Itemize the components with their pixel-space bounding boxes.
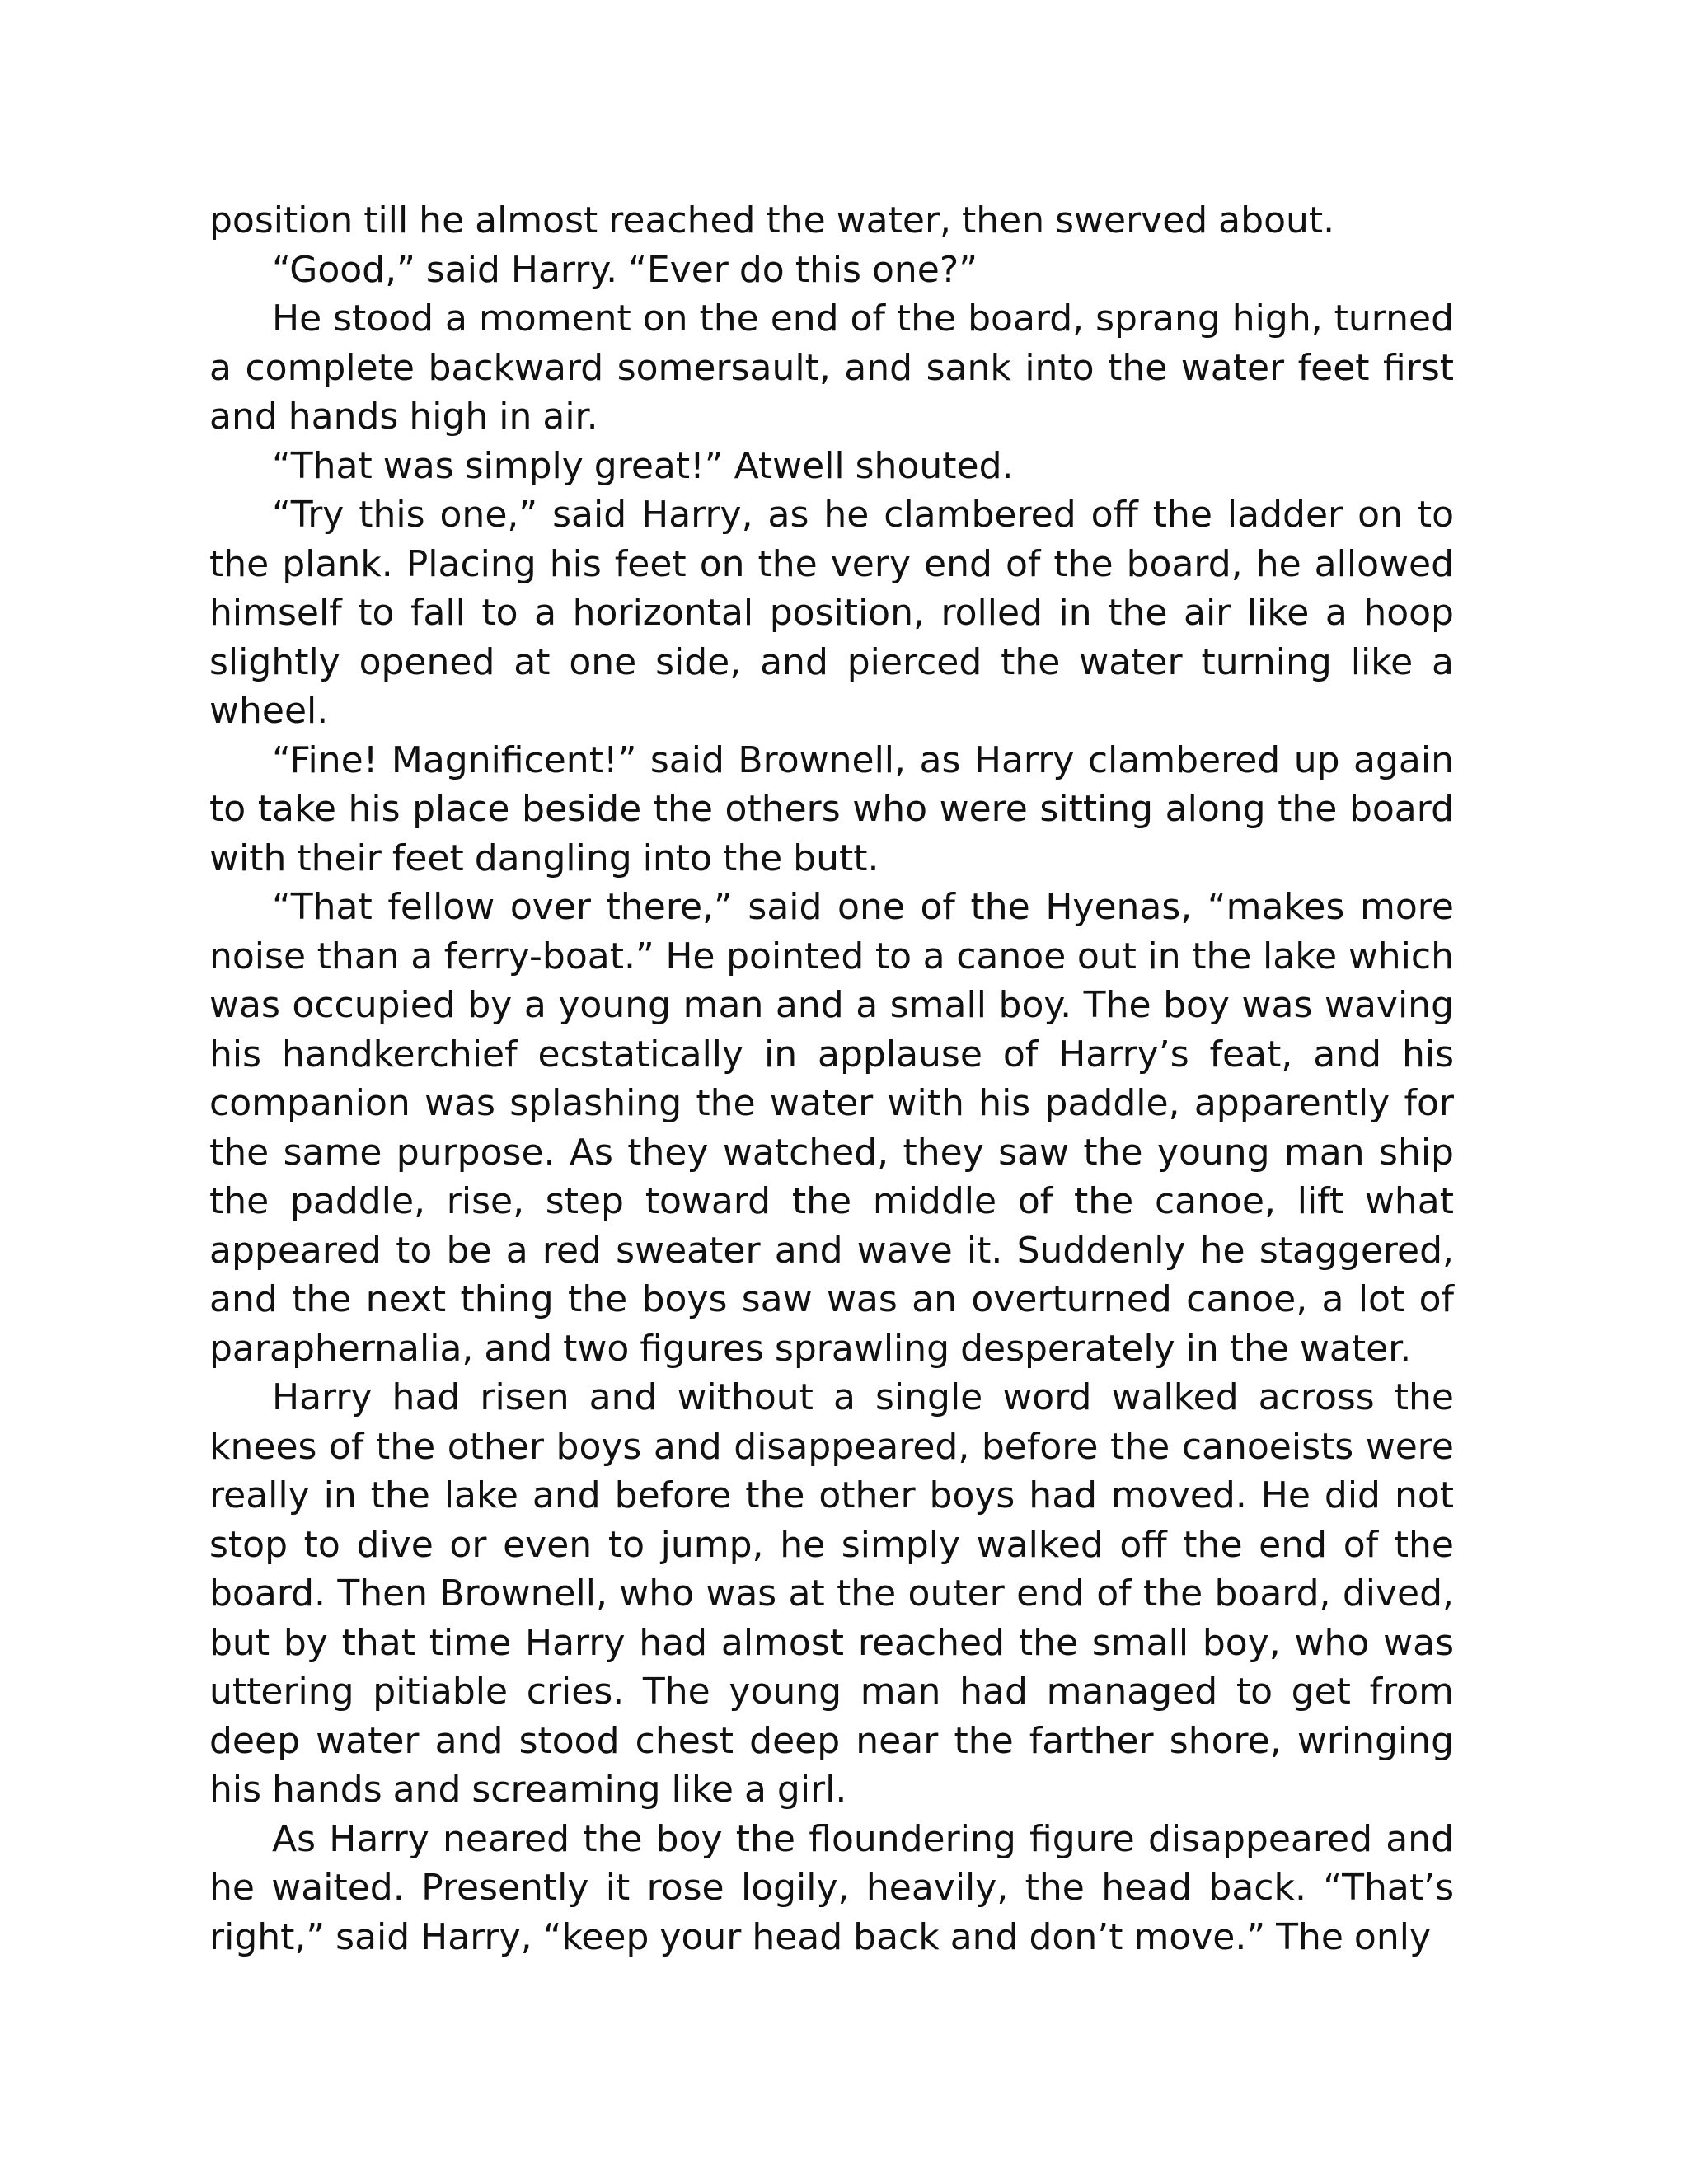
paragraph: “That fellow over there,” said one of the Hyenas, “makes more noise than a ferry-boat.” He pointed to a canoe out in the lake which was occupied by a young man and a small boy. The boy was waving his handkerchief ecstatically in applause of Harry’s feat, and his companion was splashing the water with his paddle, apparently for the same purpose. As they watched, they saw the young man ship the paddle, rise, step toward the middle of the canoe, lift what appeared to be a red sweater and wave it. Suddenly he staggered, and the next thing the boys saw was an overturned canoe, a lot of paraphernalia, and two figures sprawling desperately in the water. [209, 886, 1454, 1370]
paragraph: “Good,” said Harry. “Ever do this one?” [272, 248, 978, 291]
paragraph: “Try this one,” said Harry, as he clambered off the ladder on to the plank. Placing his feet on the very end of the board, he allowed himself to fall to a horizontal position, rolled in the air like a hoop slightly opened at one side, and pierced the water turning like a wheel. [209, 494, 1454, 732]
paragraph: “That was simply great!” Atwell shouted. [272, 444, 1014, 487]
paragraph: Harry had risen and without a single word walked across the knees of the other boys and disappeared, before the canoeists were really in the lake and before the other boys had moved. He did not stop to dive or even to jump, he simply walked off the end of the board. Then Brownell, who was at the outer end of the board, dived, but by that time Harry had almost reached the small boy, who was uttering pitiable cries. The young man had managed to get from deep water and stood chest deep near the farther shore, wringing his hands and screaming like a girl. [209, 1376, 1454, 1811]
paragraph: As Harry neared the boy the floundering figure disappeared and he waited. Presently it rose logily, heavily, the head back. “That’s right,” said Harry, “keep your head back and don’t move.” The only [209, 1817, 1454, 1958]
paragraph: He stood a moment on the end of the board, sprang high, turned a complete backward somersault, and sank into the water feet first and hands high in air. [209, 298, 1454, 438]
paragraph: “Fine! Magnificent!” said Brownell, as Harry clambered up again to take his place beside the others who were sitting along the board with their feet dangling into the butt. [209, 738, 1454, 879]
page-body [209, 196, 1454, 1961]
paragraph: position till he almost reached the water, then swerved about. [209, 199, 1335, 241]
